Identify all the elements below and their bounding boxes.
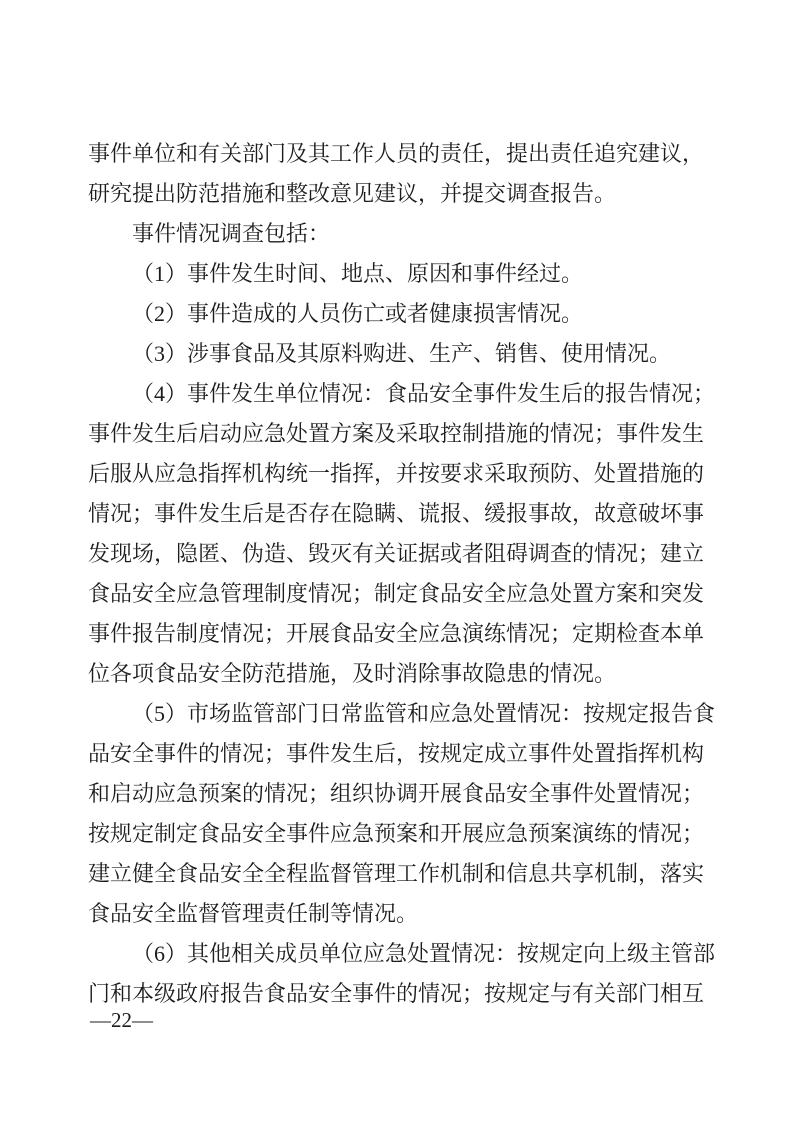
text-line: （6）其他相关成员单位应急处置情况：按规定向上级主管部 [132, 941, 716, 966]
text-line: 按规定制定食品安全事件应急预案和开展应急预案演练的情况； [88, 821, 705, 846]
text-line: 研究提出防范措施和整改意见建议，并提交调查报告。 [88, 181, 617, 206]
text-line: 事件情况调查包括： [132, 221, 331, 246]
text-line: 食品安全监督管理责任制等情况。 [88, 901, 419, 926]
text-line: 事件报告制度情况；开展食品安全应急演练情况；定期检查本单 [88, 621, 705, 646]
text-line: 情况；事件发生后是否存在隐瞒、谎报、缓报事故，故意破坏事 [88, 501, 705, 526]
text-line: （3）涉事食品及其原料购进、生产、销售、使用情况。 [132, 341, 672, 366]
text-line: （2）事件造成的人员伤亡或者健康损害情况。 [132, 301, 584, 326]
text-line: 品安全事件的情况；事件发生后，按规定成立事件处置指挥机构 [88, 741, 705, 766]
text-line: 事件发生后启动应急处置方案及采取控制措施的情况；事件发生 [88, 421, 705, 446]
text-line: 后服从应急指挥机构统一指挥，并按要求采取预防、处置措施的 [88, 461, 705, 486]
text-line: 发现场，隐匿、伪造、毁灭有关证据或者阻碍调查的情况；建立 [88, 541, 705, 566]
text-line: 事件单位和有关部门及其工作人员的责任，提出责任追究建议， [88, 141, 705, 166]
text-line: 和启动应急预案的情况；组织协调开展食品安全事件处置情况； [88, 781, 705, 806]
text-line: 建立健全食品安全全程监督管理工作机制和信息共享机制，落实 [88, 861, 705, 886]
document-body [88, 134, 728, 1014]
text-line: 门和本级政府报告食品安全事件的情况；按规定与有关部门相互 [88, 981, 705, 1006]
text-line: 位各项食品安全防范措施，及时消除事故隐患的情况。 [88, 661, 617, 686]
text-line: （1）事件发生时间、地点、原因和事件经过。 [132, 261, 584, 286]
text-line: 食品安全应急管理制度情况；制定食品安全应急处置方案和突发 [88, 581, 705, 606]
text-line: （4）事件发生单位情况：食品安全事件发生后的报告情况； [132, 381, 716, 406]
page-number: —22— [90, 1008, 153, 1032]
text-line: （5）市场监管部门日常监管和应急处置情况：按规定报告食 [132, 701, 716, 726]
